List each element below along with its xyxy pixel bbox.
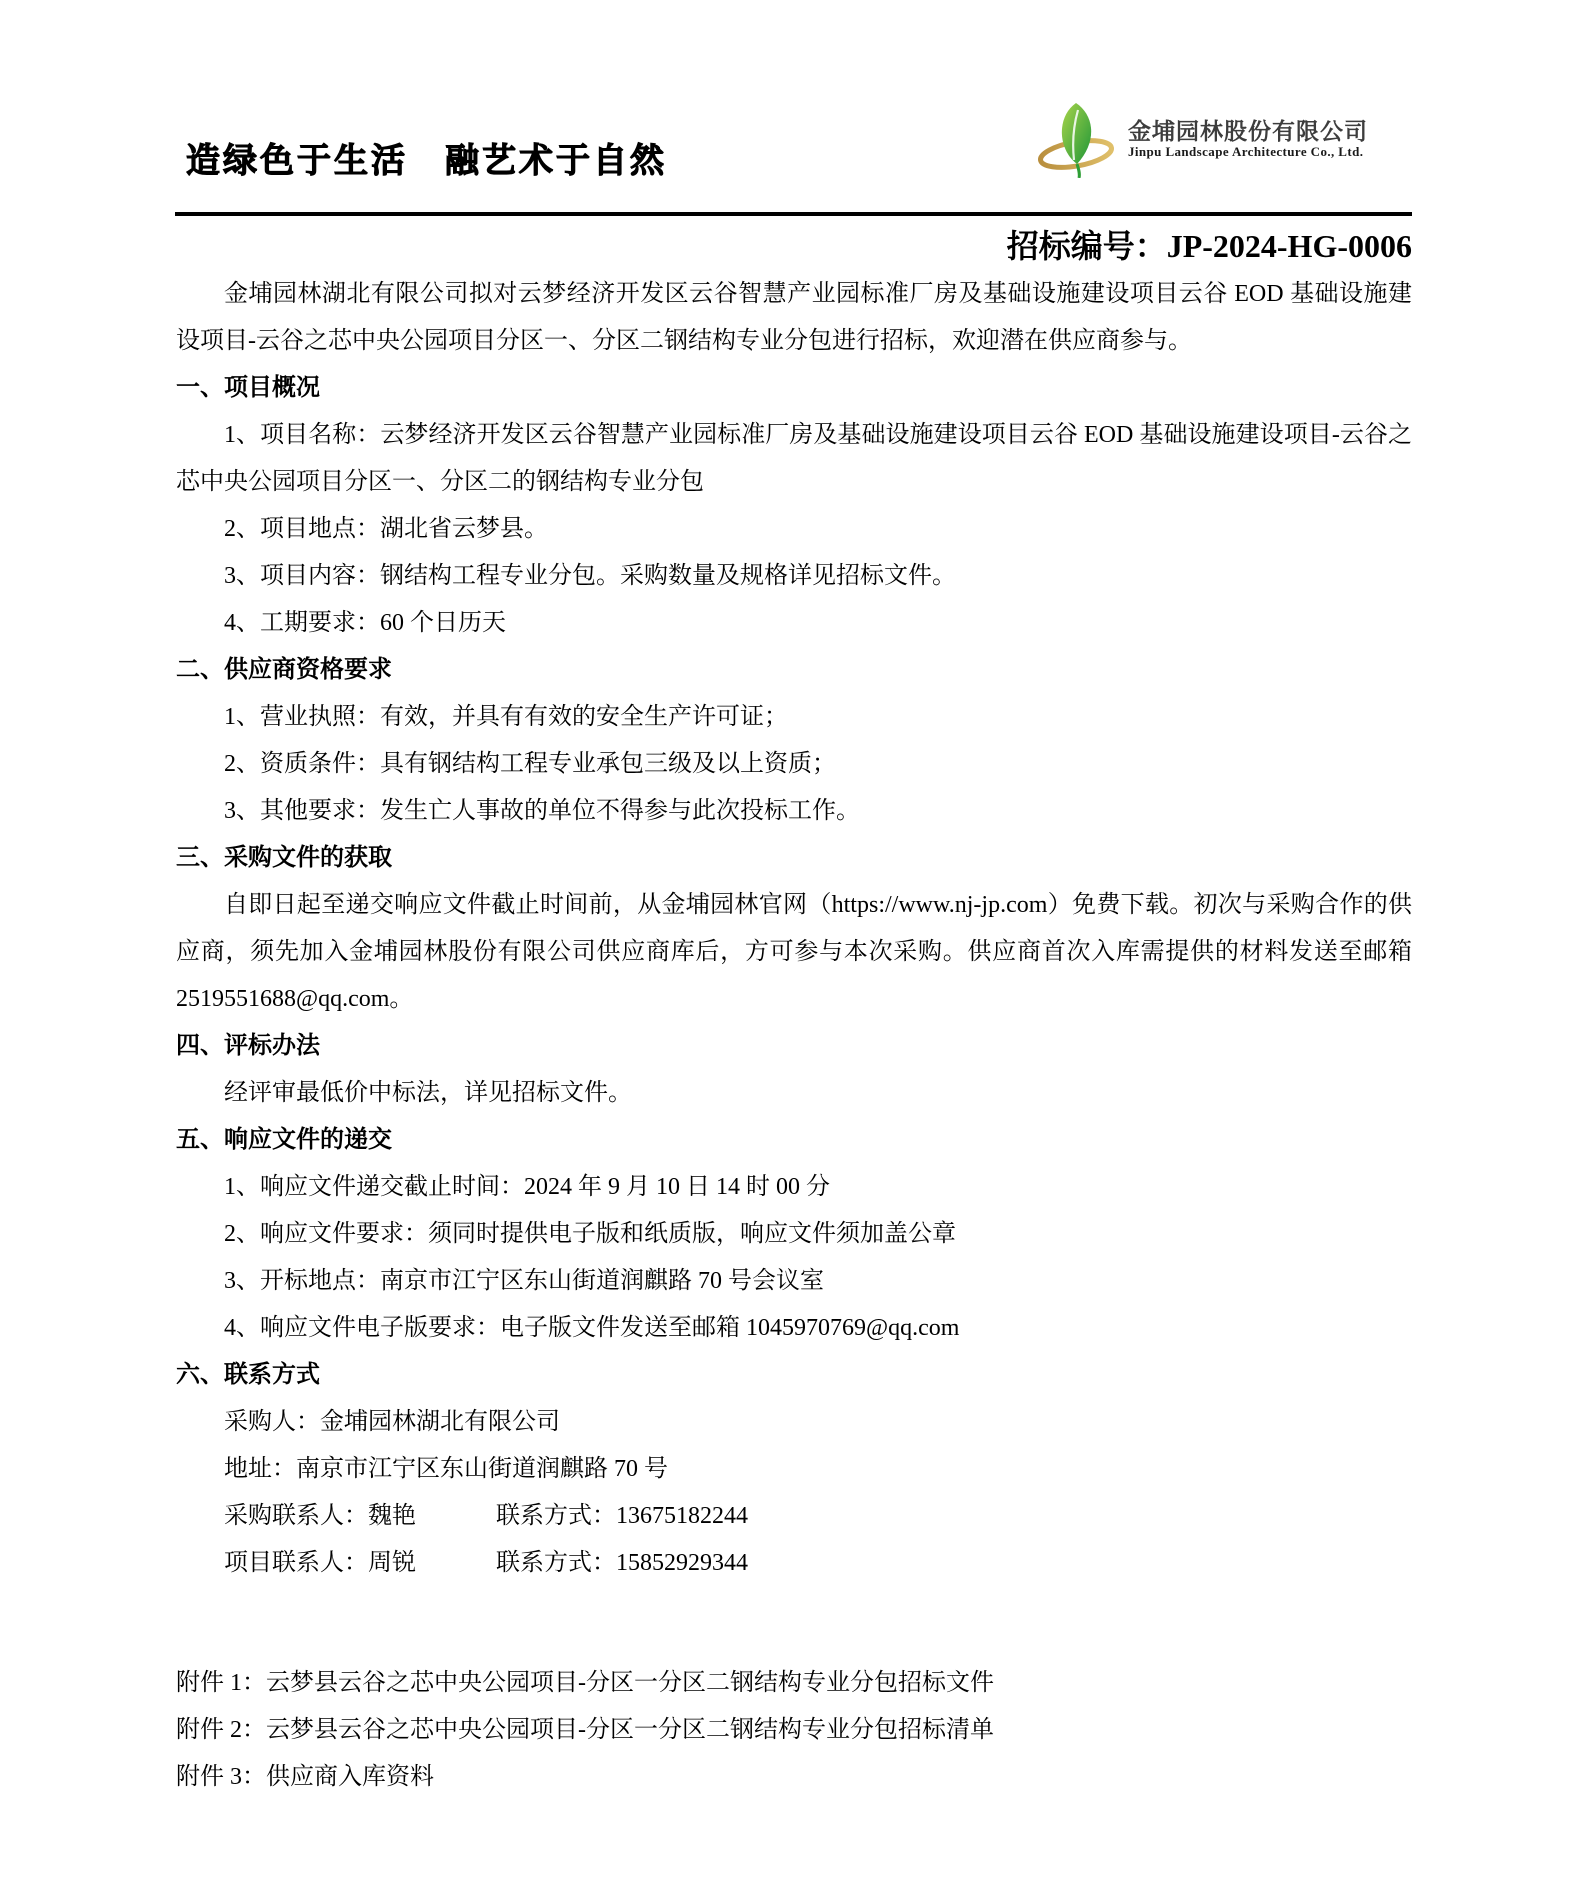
project-name-item: 1、项目名称：云梦经济开发区云谷智慧产业园标准厂房及基础设施建设项目云谷 EOD 基础设施建设项目-云谷之芯中央公园项目分区一、分区二的钢结构专业分包 bbox=[176, 422, 1412, 495]
section-title-response-submission: 五、响应文件的递交 bbox=[176, 1127, 392, 1153]
leaf-swoosh-icon bbox=[1032, 100, 1124, 178]
qualification-license-item: 1、营业执照：有效，并具有有效的安全生产许可证； bbox=[224, 704, 788, 730]
submission-deadline-item: 1、响应文件递交截止时间：2024 年 9 月 10 日 14 时 00 分 bbox=[224, 1174, 830, 1200]
logo-text bbox=[1128, 118, 1368, 160]
intro-paragraph: 金埔园林湖北有限公司拟对云梦经济开发区云谷智慧产业园标准厂房及基础设施建设项目云谷 EOD 基础设施建设项目-云谷之芯中央公园项目分区一、分区二钢结构专业分包进行招标，欢迎潜在供应商参与。 bbox=[176, 281, 1412, 354]
section-title-evaluation-method: 四、评标办法 bbox=[176, 1033, 320, 1059]
qualification-grade-item: 2、资质条件：具有钢结构工程专业承包三级及以上资质； bbox=[224, 751, 836, 777]
purchase-contact-name: 采购联系人：魏艳 bbox=[224, 1503, 416, 1529]
section-title-project-overview: 一、项目概况 bbox=[176, 375, 320, 401]
purchase-contact-phone: 联系方式：13675182244 bbox=[496, 1503, 748, 1529]
attachment-2: 附件 2：云梦县云谷之芯中央公园项目-分区一分区二钢结构专业分包招标清单 bbox=[176, 1717, 994, 1743]
project-contact-name: 项目联系人：周锐 bbox=[224, 1550, 416, 1576]
company-logo bbox=[1032, 100, 1368, 178]
submission-requirement-item: 2、响应文件要求：须同时提供电子版和纸质版，响应文件须加盖公章 bbox=[224, 1221, 956, 1247]
section-title-contact-info: 六、联系方式 bbox=[176, 1362, 320, 1388]
project-content-item: 3、项目内容：钢结构工程专业分包。采购数量及规格详见招标文件。 bbox=[224, 563, 956, 589]
document-acquisition-paragraph: 自即日起至递交响应文件截止时间前，从金埔园林官网（https://www.nj-jp.com）免费下载。初次与采购合作的供应商，须先加入金埔园林股份有限公司供应商库后，方可参与本次采购。供应商首次入库需提供的材料发送至邮箱 2519551688@qq.com。 bbox=[176, 892, 1412, 1012]
company-name-en: Jinpu Landscape Architecture Co., Ltd. bbox=[1128, 144, 1364, 159]
project-contact-row bbox=[176, 1540, 1412, 1587]
header-divider bbox=[175, 212, 1412, 216]
qualification-other-item: 3、其他要求：发生亡人事故的单位不得参与此次投标工作。 bbox=[224, 798, 860, 824]
attachment-1: 附件 1：云梦县云谷之芯中央公园项目-分区一分区二钢结构专业分包招标文件 bbox=[176, 1670, 994, 1696]
project-contact-phone: 联系方式：15852929344 bbox=[496, 1550, 748, 1576]
bid-opening-location-item: 3、开标地点：南京市江宁区东山街道润麒路 70 号会议室 bbox=[224, 1268, 824, 1294]
company-name-cn: 金埔园林股份有限公司 bbox=[1128, 118, 1368, 144]
section-title-document-acquisition: 三、采购文件的获取 bbox=[176, 845, 392, 871]
project-location-item: 2、项目地点：湖北省云梦县。 bbox=[224, 516, 548, 542]
address-line: 地址：南京市江宁区东山街道润麒路 70 号 bbox=[224, 1456, 668, 1482]
purchaser-line: 采购人：金埔园林湖北有限公司 bbox=[224, 1409, 560, 1435]
purchase-contact-row bbox=[176, 1493, 1412, 1540]
project-duration-item: 4、工期要求：60 个日历天 bbox=[224, 610, 506, 636]
document-body bbox=[176, 271, 1412, 1801]
attachment-3: 附件 3：供应商入库资料 bbox=[176, 1764, 434, 1790]
company-slogan: 造绿色于生活 融艺术于自然 bbox=[186, 143, 667, 180]
tender-number: 招标编号：JP-2024-HG-0006 bbox=[1006, 228, 1412, 264]
evaluation-method-paragraph: 经评审最低价中标法，详见招标文件。 bbox=[224, 1080, 632, 1106]
attachments-list bbox=[176, 1660, 1412, 1801]
section-title-supplier-qualification: 二、供应商资格要求 bbox=[176, 657, 392, 683]
electronic-copy-requirement-item: 4、响应文件电子版要求：电子版文件发送至邮箱 1045970769@qq.com bbox=[224, 1315, 960, 1341]
